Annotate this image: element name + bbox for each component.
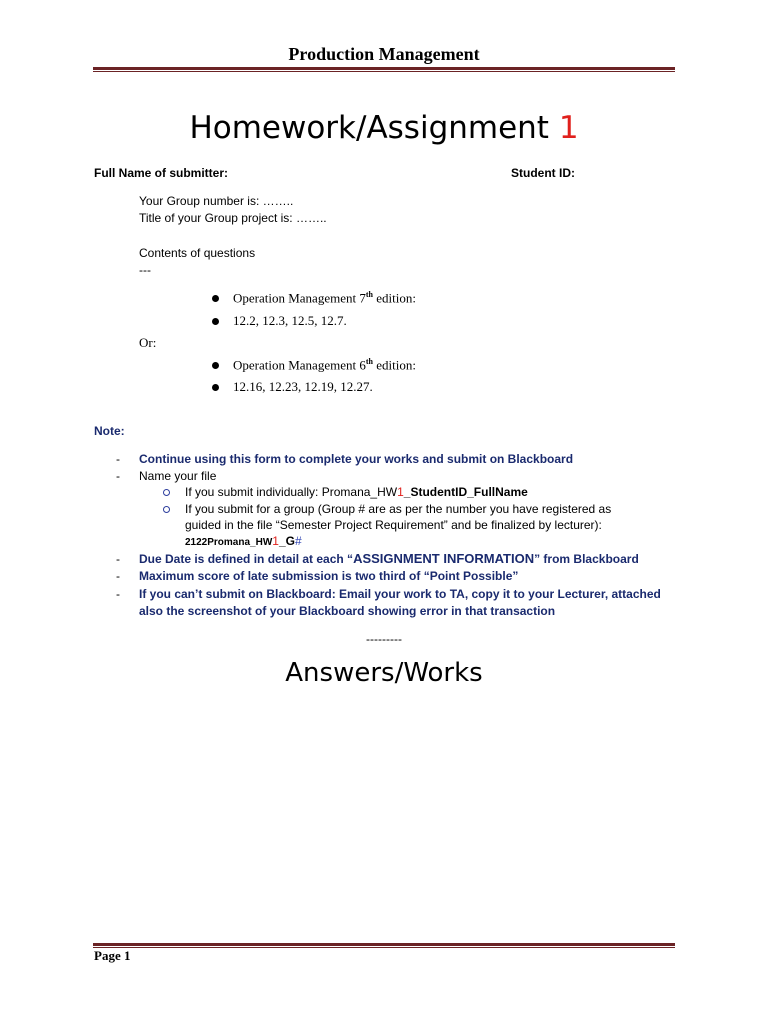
answers-heading: Answers/Works: [285, 658, 483, 688]
title-text: Homework/Assignment: [189, 110, 559, 146]
note-item-email-line1: If you can’t submit on Blackboard: Email your work to TA, copy it to your Lecturer, attached: [139, 587, 661, 601]
bullet-icon: [212, 295, 219, 302]
sub-item-group-line3: [185, 534, 302, 548]
footer-rule: [93, 943, 675, 946]
dash-marker: -: [116, 587, 120, 601]
dash-marker: -: [116, 452, 120, 466]
note-item-due-date: [139, 551, 639, 566]
header-rule: [93, 67, 675, 70]
due-date-prefix: Due Date is defined in detail at each “: [139, 552, 354, 566]
full-name-label: Full Name of submitter:: [94, 166, 229, 180]
student-id-label: Student ID:: [511, 166, 575, 180]
header-rule-thin: [93, 71, 675, 72]
running-header: Production Management: [288, 44, 480, 64]
footer-rule-thin: [93, 947, 675, 948]
due-date-suffix: ” from Blackboard: [534, 552, 639, 566]
sub-item-group-line2: guided in the file “Semester Project Requirement” and be finalized by lecturer):: [185, 518, 602, 532]
title-number: 1: [558, 110, 579, 146]
edition6-sup: th: [365, 357, 373, 366]
document-title: [0, 110, 768, 146]
section-divider: ---------: [366, 632, 402, 646]
edition7-sup: th: [365, 290, 373, 299]
edition6-suffix: edition:: [372, 357, 416, 373]
note-item-name-file: Name your file: [139, 469, 217, 483]
bullet-icon: [212, 384, 219, 391]
bullet-icon: [212, 318, 219, 325]
sub2-prefix: 2122Promana_HW: [185, 537, 273, 548]
note-item-email-line2: also the screenshot of your Blackboard showing error in that transaction: [139, 604, 556, 618]
dash-marker: -: [116, 552, 120, 566]
circle-bullet-icon: [163, 506, 170, 513]
sub-item-group-line1: If you submit for a group (Group # are as per the number you have registered as: [185, 502, 612, 516]
edition7-items: 12.2, 12.3, 12.5, 12.7.: [233, 313, 347, 328]
edition6-label: [233, 357, 416, 373]
page-number: Page 1: [94, 948, 131, 963]
edition7-text: Operation Management 7: [233, 290, 366, 306]
due-date-caps: ASSIGNMENT INFORMATION: [353, 551, 535, 566]
sub1-prefix: If you submit individually: Promana_HW: [185, 485, 398, 499]
contents-separator: ---: [139, 263, 151, 277]
sub-item-individual: [185, 485, 528, 499]
or-label: Or:: [139, 335, 157, 350]
note-item-max-score: Maximum score of late submission is two third of “Point Possible”: [139, 569, 519, 583]
group-number-line: Your Group number is: ……..: [139, 194, 294, 208]
group-title-line: Title of your Group project is: ……..: [139, 211, 327, 225]
edition7-label: [233, 290, 416, 306]
circle-bullet-icon: [163, 489, 170, 496]
note-label: Note:: [94, 424, 125, 438]
edition7-suffix: edition:: [372, 290, 416, 306]
contents-label: Contents of questions: [139, 246, 256, 260]
edition6-items: 12.16, 12.23, 12.19, 12.27.: [233, 379, 373, 394]
sub2-group: _G: [278, 534, 295, 548]
dash-marker: -: [116, 469, 120, 483]
sub2-number: 1: [272, 534, 279, 548]
note-item-continue: Continue using this form to complete your works and submit on Blackboard: [139, 452, 574, 466]
edition6-text: Operation Management 6: [233, 357, 366, 373]
bullet-icon: [212, 362, 219, 369]
sub1-suffix: _StudentID_FullName: [403, 485, 528, 499]
sub2-hash: #: [294, 534, 302, 548]
dash-marker: -: [116, 569, 120, 583]
sub1-number: 1: [397, 485, 404, 499]
